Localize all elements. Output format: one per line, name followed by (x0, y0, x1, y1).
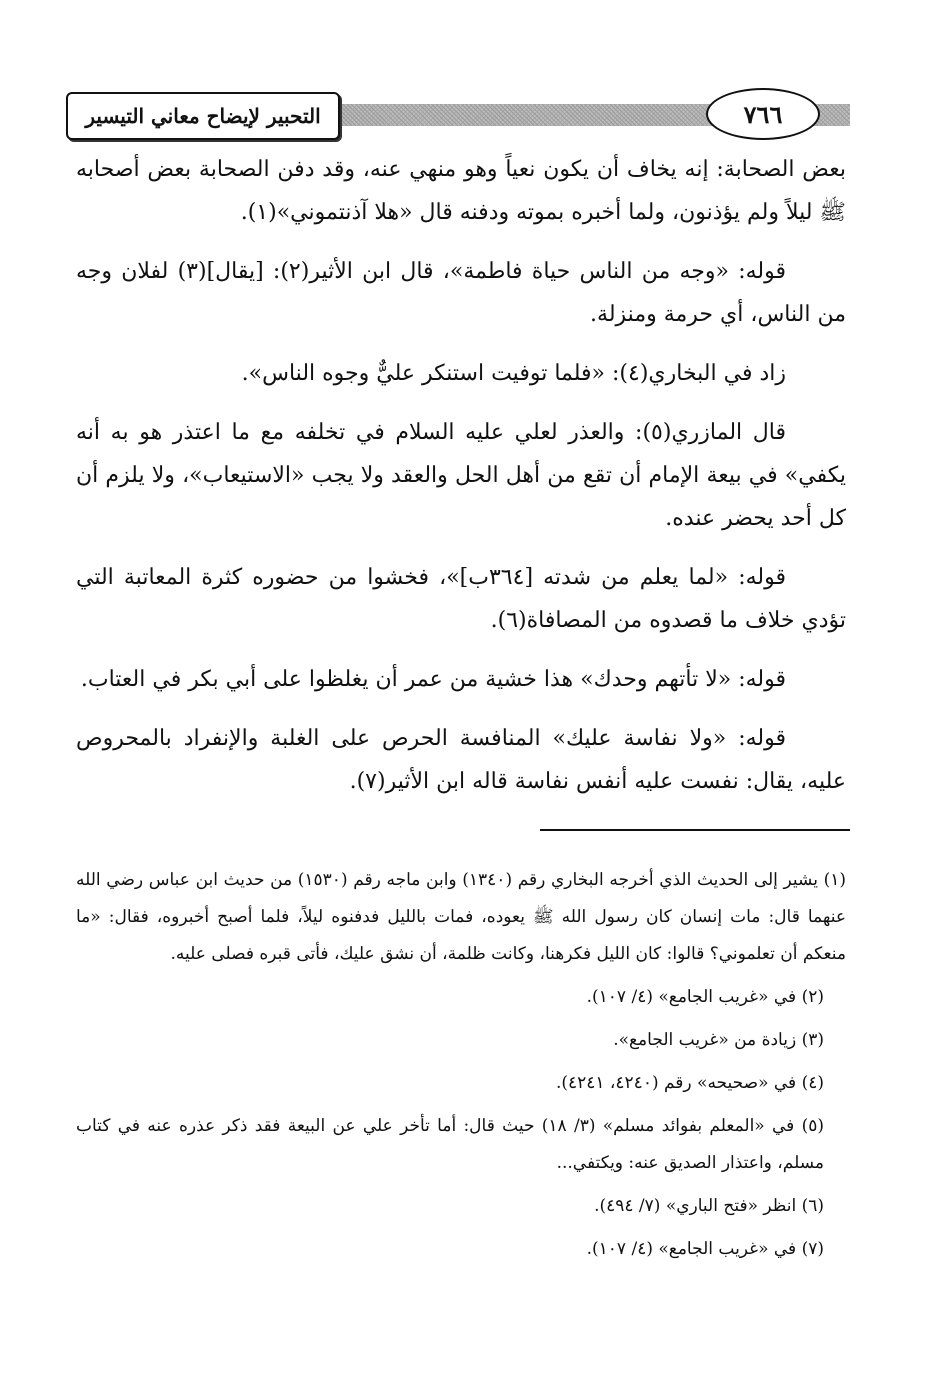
paragraph-6: قوله: «لا تأتهم وحدك» هذا خشية من عمر أن يغلظوا على أبي بكر في العتاب. (80, 667, 786, 692)
paragraph-1: بعض الصحابة: إنه يخاف أن يكون نعياً وهو منهي عنه، وقد دفن الصحابة بعض أصحابه ﷺ ليلاً ولم يؤذنون، ولما أخبره بموته ودفنه قال «هلا آذنتموني»(١). (76, 157, 846, 225)
paragraph-4: قال المازري(٥): والعذر لعلي عليه السلام في تخلفه مع ما اعتذر هو به أنه يكفي» في بيعة الإمام أن تقع من أهل الحل والعقد ولا يجب «الاستيعاب»، ولا يلزم أن كل أحد يحضر عنده. (76, 420, 846, 531)
paragraph-3: زاد في البخاري(٤): «فلما توفيت استنكر عليٌّ وجوه الناس». (241, 361, 786, 386)
footnote-4: (٤) في «صحيحه» رقم (٤٢٤٠، ٤٢٤١). (555, 1073, 824, 1093)
page-number: ٧٦٦ (706, 88, 820, 140)
paragraph-5: قوله: «لما يعلم من شدته [٣٦٤ب]»، فخشوا من حضوره كثرة المعاتبة التي تؤدي خلاف ما قصدوه من المصافاة(٦). (76, 565, 846, 633)
footnote-3: (٣) زيادة من «غريب الجامع». (613, 1030, 824, 1050)
book-title: التحبير لإيضاح معاني التيسير (66, 92, 340, 140)
footnote-5: (٥) في «المعلم بفوائد مسلم» (٣/ ١٨) حيث قال: أما تأخر علي عن البيعة فقد ذكر عذره عنه في كتاب مسلم، واعتذار الصديق عنه: ويكتفي... (76, 1116, 824, 1173)
paragraph-2: قوله: «وجه من الناس حياة فاطمة»، قال ابن الأثير(٢): [يقال](٣) لفلان وجه من الناس، أي حرمة ومنزلة. (76, 259, 846, 327)
footnote-1: (١) يشير إلى الحديث الذي أخرجه البخاري رقم (١٣٤٠) وابن ماجه رقم (١٥٣٠) من حديث ابن عباس رضي الله عنهما قال: مات إنسان كان رسول الله ﷺ يعوده، فمات بالليل فدفنوه ليلاً، فلما أصبح أخبروه، فقال: «ما منعكم أن تعلموني؟ قالوا: كان الليل فكرهنا، وكانت ظلمة، أن نشق عليك، فأتى قبره فصلى عليه. (76, 870, 846, 964)
footnote-6: (٦) انظر «فتح الباري» (٧/ ٤٩٤). (594, 1196, 824, 1216)
paragraph-7: قوله: «ولا نفاسة عليك» المنافسة الحرص على الغلبة والإنفراد بالمحروص عليه، يقال: نفست عليه أنفس نفاسة قاله ابن الأثير(٧). (76, 726, 846, 794)
page-header (66, 88, 850, 144)
footnote-2: (٢) في «غريب الجامع» (٤/ ١٠٧). (586, 987, 824, 1007)
main-text (76, 148, 846, 819)
footnote-separator (540, 829, 850, 831)
footnotes (76, 862, 846, 1274)
footnote-7: (٧) في «غريب الجامع» (٤/ ١٠٧). (586, 1239, 824, 1259)
